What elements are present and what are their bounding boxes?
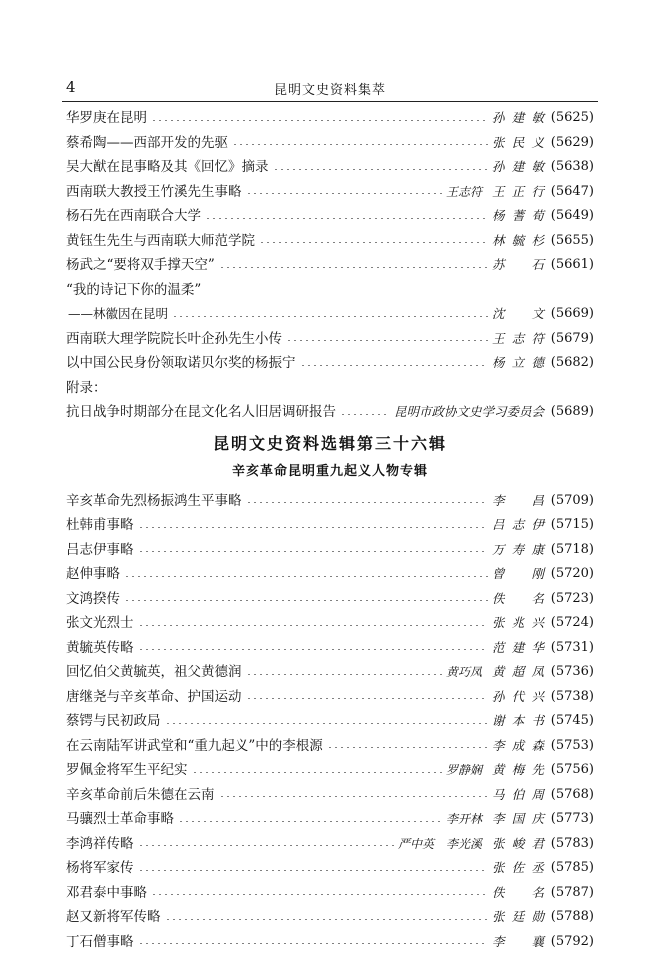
entry-author: 李国庆 [492, 807, 544, 832]
section-subheading: 辛亥革命昆明重九起义人物专辑 [66, 459, 594, 485]
entry-title: 华罗庚在昆明 [66, 106, 147, 131]
entry-title: 回忆伯父黄毓英，祖父黄德润 [66, 660, 242, 685]
entry-author: 谢本书 [492, 709, 544, 734]
section1-poem-entry [66, 302, 594, 327]
entry-page-number: (5783) [550, 832, 594, 857]
entry-page-number: (5647) [550, 180, 594, 205]
toc-entry [66, 709, 594, 734]
entry-page-number: (5661) [550, 253, 594, 278]
leader-dots [340, 414, 390, 415]
entry-page-number: (5724) [550, 611, 594, 636]
entry-author: 范建华 [492, 636, 544, 661]
entry-title: 西南联大教授王竹溪先生事略 [66, 180, 242, 205]
toc-entry [66, 856, 594, 881]
entry-page-number: (5785) [550, 856, 594, 881]
entry-page-number: (5709) [550, 489, 594, 514]
toc-entry [66, 229, 594, 254]
entry-author: 吕志伊 [492, 513, 544, 538]
entry-page-number: (5773) [550, 807, 594, 832]
entry-title: 抗日战争时期部分在昆文化名人旧居调研报告 [66, 400, 336, 425]
entry-title: 吴大猷在昆事略及其《回忆》摘录 [66, 155, 269, 180]
entry-title: 西南联大理学院院长叶企孙先生小传 [66, 327, 282, 352]
entry-author: 孙建敏 [492, 155, 544, 180]
toc-entry-poem-title [66, 278, 594, 303]
leader-dots [124, 576, 488, 577]
toc-entry [66, 106, 594, 131]
page-number: 4 [66, 78, 76, 96]
toc-entry [66, 636, 594, 661]
leader-dots [138, 527, 489, 528]
entry-author: 孙代兴 [492, 685, 544, 710]
leader-dots [246, 698, 489, 699]
leader-dots [300, 365, 489, 366]
entry-author: 沈 文 [492, 302, 544, 327]
table-of-contents [66, 106, 594, 954]
leader-dots [246, 193, 442, 194]
entry-coauthor: 罗静娴 [446, 758, 482, 783]
entry-title: 以中国公民身份领取诺贝尔奖的杨振宁 [66, 351, 296, 376]
entry-author: 万寿康 [492, 538, 544, 563]
entry-page-number: (5682) [550, 351, 594, 376]
entry-page-number: (5638) [550, 155, 594, 180]
entry-coauthor: 李开林 [446, 807, 482, 832]
entry-title: 辛亥革命前后朱德在云南 [66, 783, 215, 808]
entry-title: 杨武之“要将双手撑天空” [66, 253, 215, 278]
leader-dots [205, 218, 488, 219]
entry-author: 张兆兴 [492, 611, 544, 636]
entry-page-number: (5768) [550, 783, 594, 808]
entry-page-number: (5787) [550, 881, 594, 906]
entry-author: 杨立德 [492, 351, 544, 376]
entry-author: 林毓杉 [492, 229, 544, 254]
entry-title: 赵又新将军传略 [66, 905, 161, 930]
entry-title: 蔡锷与民初政局 [66, 709, 161, 734]
toc-entry [66, 660, 594, 685]
leader-dots [138, 943, 489, 944]
entry-page-number: (5788) [550, 905, 594, 930]
toc-entry [66, 253, 594, 278]
toc-entry [66, 327, 594, 352]
section-heading: 昆明文史资料选辑第三十六辑 [66, 429, 594, 459]
toc-entry [66, 930, 594, 954]
entry-author: 张廷勋 [492, 905, 544, 930]
entry-title: 邓君泰中事略 [66, 881, 147, 906]
entry-author: 佚 名 [492, 587, 544, 612]
entry-author: 李 襄 [492, 930, 544, 954]
leader-dots [138, 625, 489, 626]
toc-entry [66, 131, 594, 156]
entry-title: 张文光烈士 [66, 611, 134, 636]
leader-dots [219, 267, 488, 268]
leader-dots [165, 723, 489, 724]
toc-entry [66, 685, 594, 710]
entry-title: 赵伸事略 [66, 562, 120, 587]
entry-page-number: (5655) [550, 229, 594, 254]
entry-page-number: (5738) [550, 685, 594, 710]
entry-coauthor: 王志符 [446, 180, 482, 205]
entry-page-number: (5625) [550, 106, 594, 131]
toc-entry [66, 734, 594, 759]
appendix-label: 附录： [66, 376, 594, 401]
leader-dots [138, 551, 489, 552]
entry-page-number: (5792) [550, 930, 594, 954]
entry-title: 杨石先在西南联合大学 [66, 204, 201, 229]
leader-dots [178, 821, 442, 822]
entry-title: 黄毓英传略 [66, 636, 134, 661]
entry-title: “我的诗记下你的温柔” [66, 278, 201, 303]
leader-dots [219, 796, 489, 797]
entry-page-number: (5629) [550, 131, 594, 156]
leader-dots [232, 144, 488, 145]
appendix-entry [66, 400, 594, 425]
entry-author: 李 昌 [492, 489, 544, 514]
entry-author: 张峻君 [492, 832, 544, 857]
entry-author: 佚 名 [492, 881, 544, 906]
entry-coauthor: 严中英 李光溪 [398, 832, 482, 857]
section1-entries [66, 106, 594, 278]
entry-author: 马伯周 [492, 783, 544, 808]
page-header [62, 78, 598, 100]
entry-author: 孙建敏 [492, 106, 544, 131]
toc-entry [66, 832, 594, 857]
toc-entry [66, 513, 594, 538]
running-title: 昆明文史资料集萃 [62, 79, 598, 98]
entry-author: 苏 石 [492, 253, 544, 278]
leader-dots [172, 316, 488, 317]
entry-page-number: (5731) [550, 636, 594, 661]
entry-page-number: (5745) [550, 709, 594, 734]
entry-title: 李鸿祥传略 [66, 832, 134, 857]
leader-dots [327, 747, 488, 748]
entry-author: 张佐丞 [492, 856, 544, 881]
entry-page-number: (5723) [550, 587, 594, 612]
header-rule [62, 101, 598, 102]
entry-author: 李成森 [492, 734, 544, 759]
toc-entry [66, 783, 594, 808]
toc-entry [66, 180, 594, 205]
entry-title: 辛亥革命先烈杨振鸿生平事略 [66, 489, 242, 514]
leader-dots [165, 919, 489, 920]
leader-dots [286, 340, 488, 341]
entry-title: 黄钰生先生与西南联大师范学院 [66, 229, 255, 254]
entry-author: 王正行 [492, 180, 544, 205]
toc-entry [66, 538, 594, 563]
leader-dots [151, 120, 488, 121]
entry-page-number: (5715) [550, 513, 594, 538]
entry-title: 丁石僧事略 [66, 930, 134, 954]
leader-dots [124, 600, 488, 601]
entry-author: 王志符 [492, 327, 544, 352]
toc-entry [66, 905, 594, 930]
leader-dots [192, 772, 442, 773]
leader-dots [259, 242, 488, 243]
entry-page-number: (5756) [550, 758, 594, 783]
toc-entry [66, 587, 594, 612]
entry-title: 杜韩甫事略 [66, 513, 134, 538]
toc-entry [66, 400, 594, 425]
entry-title: 马骧烈士革命事略 [66, 807, 174, 832]
toc-entry [66, 302, 594, 327]
entry-page-number: (5718) [550, 538, 594, 563]
entry-author: 昆明市政协文史学习委员会 [394, 400, 544, 425]
entry-title: 罗佩金将军生平纪实 [66, 758, 188, 783]
entry-title: 蔡希陶——西部开发的先驱 [66, 131, 228, 156]
entry-page-number: (5649) [550, 204, 594, 229]
leader-dots [273, 169, 489, 170]
entry-title: 文鸿揆传 [66, 587, 120, 612]
toc-entry [66, 807, 594, 832]
toc-entry [66, 758, 594, 783]
toc-entry [66, 204, 594, 229]
entry-author: 张民义 [492, 131, 544, 156]
toc-entry [66, 562, 594, 587]
toc-entry [66, 351, 594, 376]
entry-title: 在云南陆军讲武堂和“重九起义”中的李根源 [66, 734, 323, 759]
entry-page-number: (5720) [550, 562, 594, 587]
entry-page-number: (5689) [550, 400, 594, 425]
entry-author: 杨蓍荀 [492, 204, 544, 229]
leader-dots [138, 870, 489, 871]
toc-entry [66, 489, 594, 514]
section2-entries [66, 489, 594, 954]
entry-author: 黄超凤 [492, 660, 544, 685]
leader-dots [138, 845, 394, 846]
leader-dots [246, 674, 442, 675]
entry-author: 黄梅先 [492, 758, 544, 783]
entry-page-number: (5736) [550, 660, 594, 685]
entry-page-number: (5753) [550, 734, 594, 759]
leader-dots [246, 502, 489, 503]
leader-dots [138, 649, 489, 650]
entry-title: ——林徽因在昆明 [66, 302, 168, 327]
toc-entry [66, 611, 594, 636]
entry-author: 曾 刚 [492, 562, 544, 587]
section1-entries-2 [66, 327, 594, 376]
toc-entry [66, 155, 594, 180]
entry-coauthor: 黄巧凤 [446, 660, 482, 685]
entry-page-number: (5679) [550, 327, 594, 352]
entry-title: 杨将军家传 [66, 856, 134, 881]
toc-entry [66, 881, 594, 906]
entry-page-number: (5669) [550, 302, 594, 327]
entry-title: 唐继尧与辛亥革命、护国运动 [66, 685, 242, 710]
entry-title: 吕志伊事略 [66, 538, 134, 563]
leader-dots [151, 894, 488, 895]
